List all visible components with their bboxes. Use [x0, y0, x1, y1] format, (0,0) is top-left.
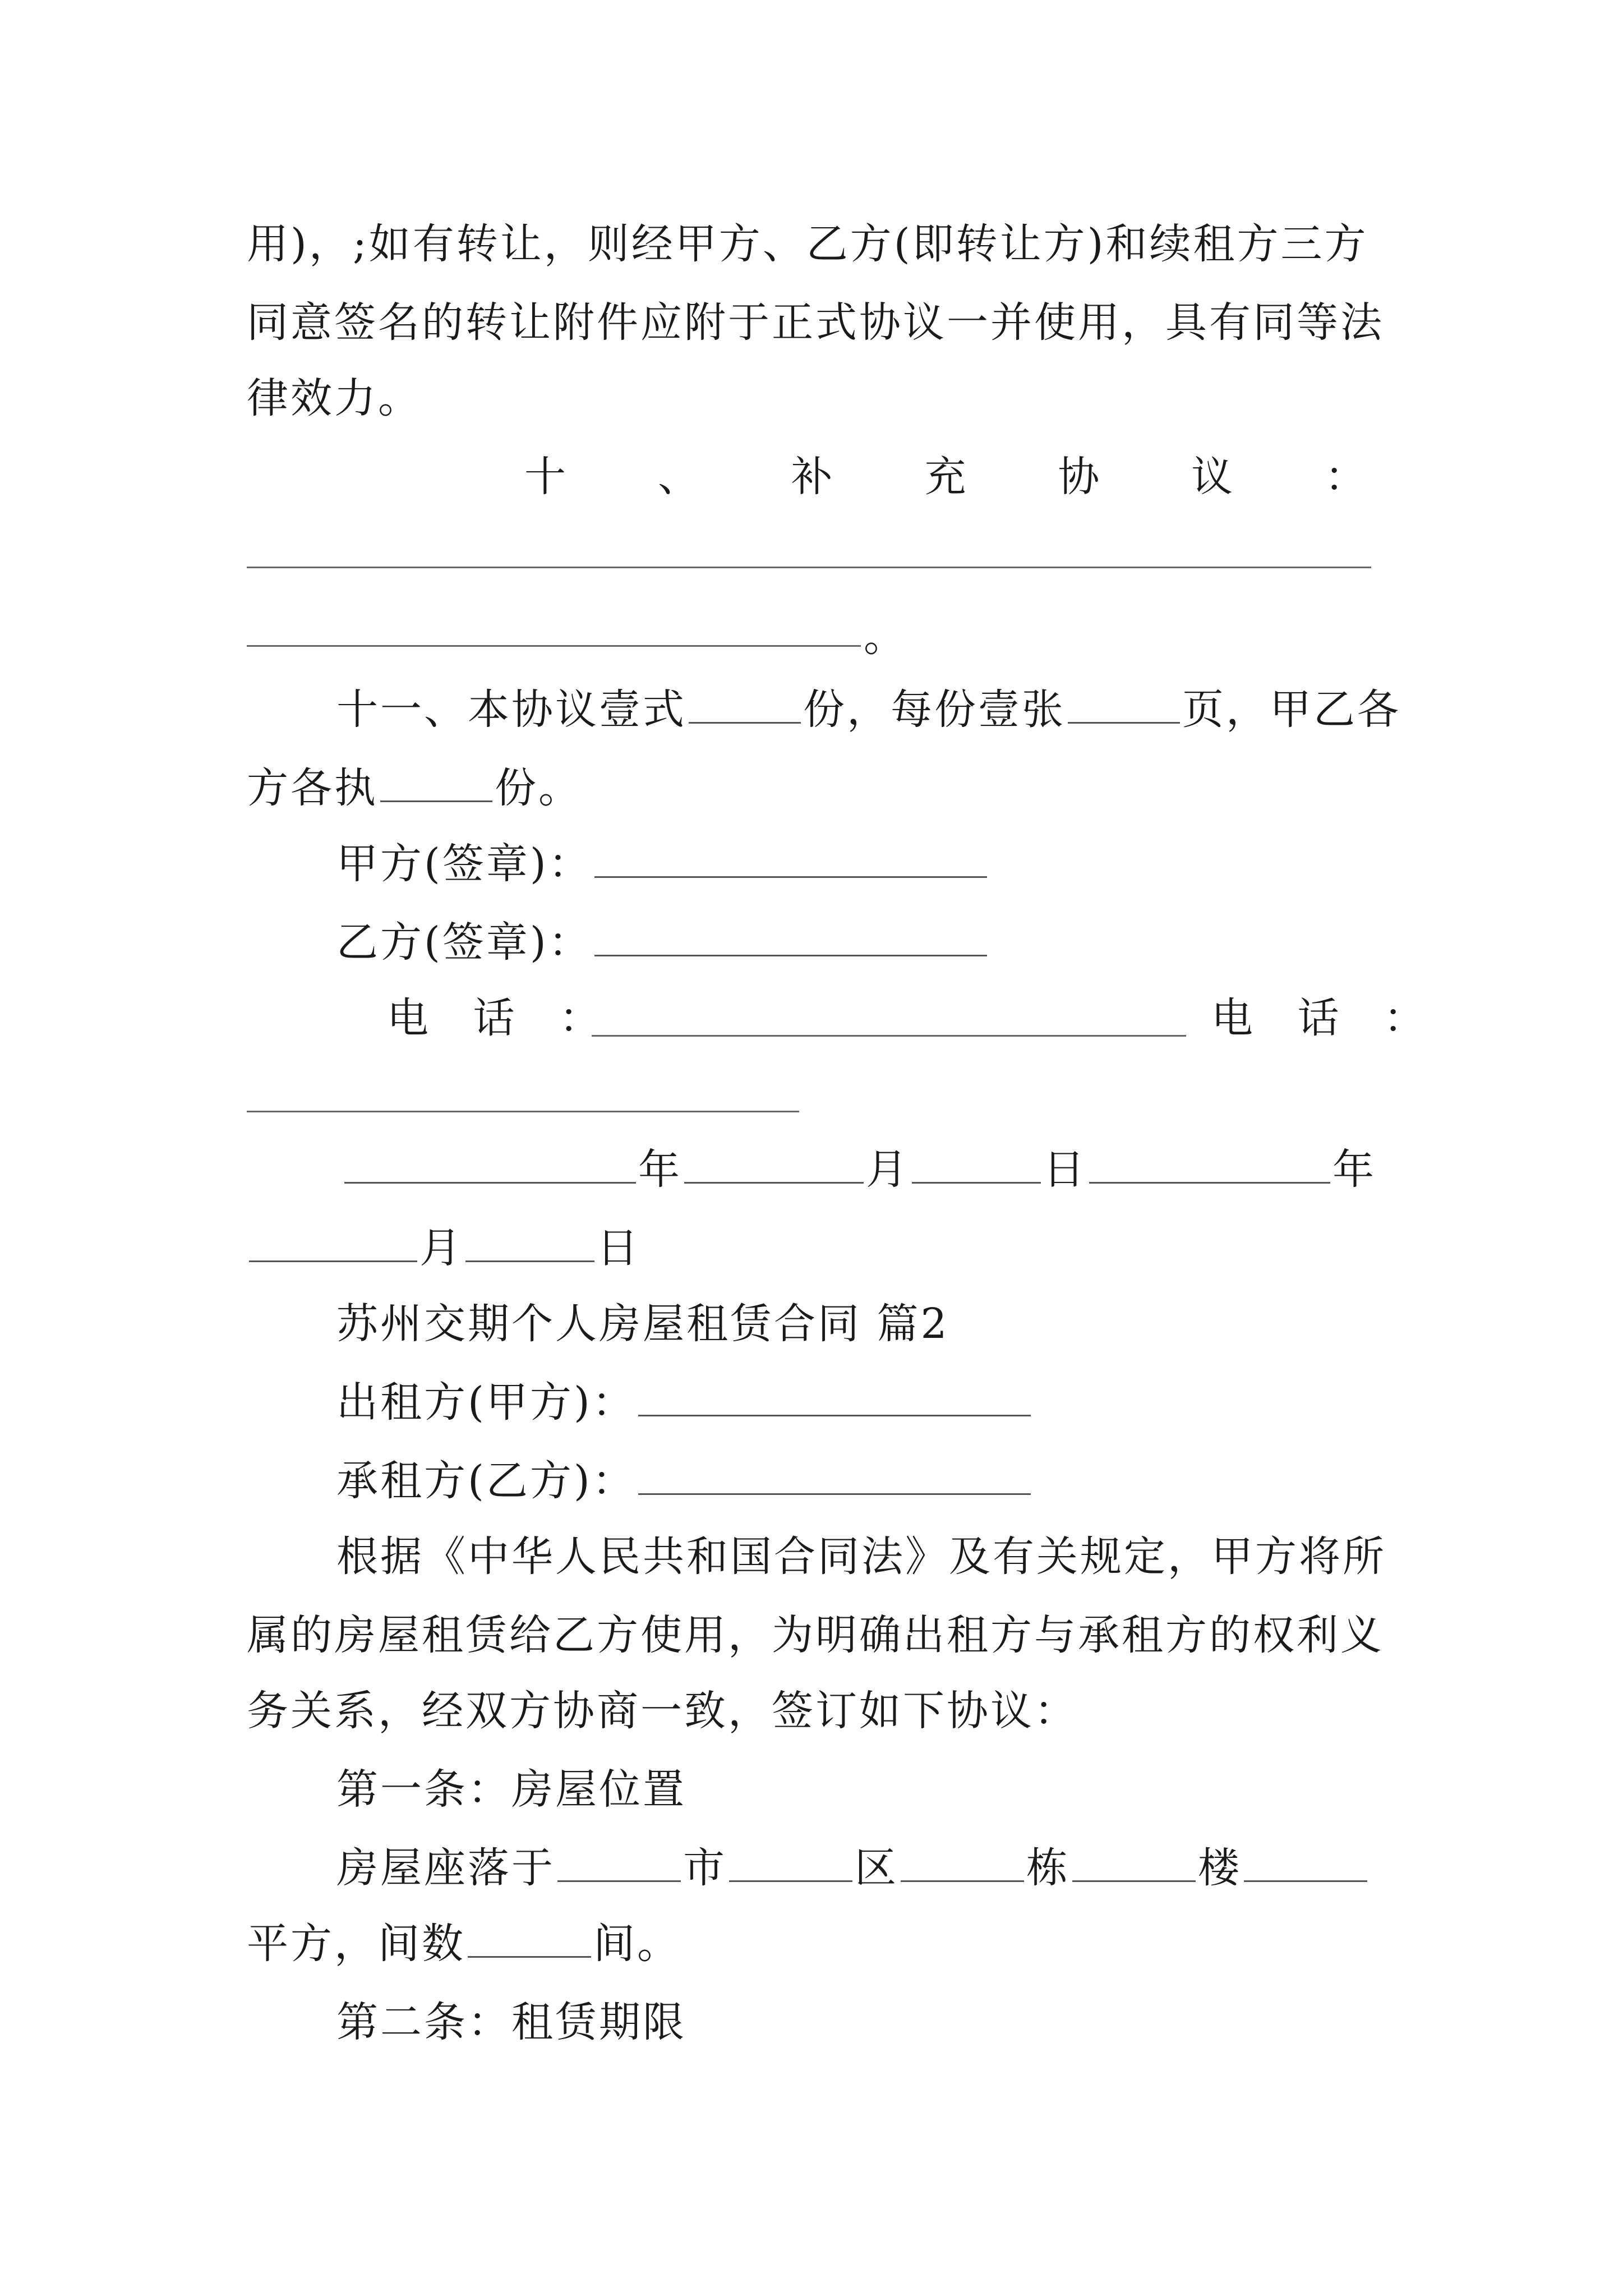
paragraph-line: 同意签名的转让附件应附于正式协议一并使用，具有同等法 [247, 298, 1384, 347]
blank-field [729, 1846, 852, 1882]
phone-blank-line [592, 1035, 1186, 1037]
date-year: 年 [1332, 1145, 1376, 1194]
copies-text: 方各执 [247, 764, 378, 812]
copies-text: 十一、本协议壹式 [336, 685, 686, 734]
lessee-label: 承租方(乙方)： [336, 1457, 636, 1505]
date-day: 日 [597, 1224, 640, 1272]
blank-field [468, 1921, 591, 1958]
heading-char: 充 [924, 453, 969, 501]
blank-field [344, 1147, 636, 1184]
lessor-line [336, 1374, 1385, 1430]
date-day: 日 [1043, 1145, 1087, 1194]
blank-field [465, 1226, 594, 1262]
area-text: 平方，间数 [247, 1920, 465, 1968]
heading-char: 、 [657, 453, 702, 501]
party-b-label: 乙方(签章)： [336, 918, 592, 967]
blank-field [380, 766, 492, 802]
copies-text: 页，甲乙各 [1182, 685, 1401, 734]
supplement-blank-line [247, 645, 861, 647]
party-b-sign-line [336, 914, 1385, 970]
lessee-line [336, 1453, 1385, 1509]
phone-label: 电 话 ： [1211, 994, 1441, 1042]
location-district: 区 [855, 1844, 898, 1892]
article-1-title: 第一条：房屋位置 [336, 1765, 686, 1814]
lessor-label: 出租方(甲方)： [336, 1378, 636, 1427]
date-line [342, 1142, 1385, 1198]
copies-text: 份。 [495, 764, 582, 812]
paragraph-line: 根据《中华人民共和国合同法》及有关规定，甲方将所 [336, 1533, 1386, 1581]
paragraph-line: 律效力。 [247, 374, 422, 422]
copies-line [336, 682, 1401, 738]
blank-field [1072, 1846, 1196, 1882]
heading-char: 协 [1058, 453, 1102, 501]
supplement-heading [524, 449, 1368, 505]
date-year: 年 [638, 1145, 682, 1194]
blank-field [557, 1846, 681, 1882]
blank-field [594, 841, 987, 878]
location-building: 栋 [1026, 1844, 1070, 1892]
location-floor: 楼 [1198, 1844, 1242, 1892]
date-line [247, 1220, 1385, 1276]
heading-char: 十 [524, 453, 568, 501]
blank-field [1089, 1147, 1330, 1184]
copies-text: 份，每份壹张 [803, 685, 1066, 734]
paragraph-line: 务关系，经双方协商一致，签订如下协议： [247, 1687, 1078, 1735]
heading-char: 议 [1191, 453, 1235, 501]
paragraph-line: 用)，;如有转让，则经甲方、乙方(即转让方)和续租方三方 [247, 220, 1368, 268]
location-text: 房屋座落于 [336, 1844, 555, 1892]
location-line [336, 1840, 1385, 1896]
date-month: 月 [419, 1224, 463, 1272]
article-2-title: 第二条：租赁期限 [336, 1998, 686, 2046]
blank-field [901, 1846, 1024, 1882]
party-a-label: 甲方(签章)： [336, 840, 592, 888]
blank-field [638, 1458, 1031, 1495]
heading-char: ： [1324, 453, 1368, 501]
blank-field [594, 920, 987, 956]
blank-field [249, 1226, 417, 1262]
blank-field [638, 1380, 1031, 1416]
paragraph-line: 属的房屋租赁给乙方使用，为明确出租方与承租方的权利义 [247, 1611, 1384, 1659]
area-text: 间。 [593, 1920, 681, 1968]
blank-field [912, 1147, 1041, 1184]
supplement-end: 。 [864, 613, 907, 661]
location-city: 市 [683, 1844, 727, 1892]
blank-field [1068, 687, 1180, 724]
phone-blank-line [247, 1111, 799, 1112]
blank-field [689, 687, 801, 724]
supplement-blank-line [247, 567, 1371, 568]
section-title: 苏州交期个人房屋租赁合同 篇2 [336, 1300, 949, 1348]
heading-char: 补 [791, 453, 835, 501]
copies-line [247, 760, 1385, 816]
blank-field [684, 1147, 864, 1184]
area-line [247, 1916, 1385, 1972]
party-a-sign-line [336, 836, 1385, 892]
date-month: 月 [866, 1145, 910, 1194]
phone-label: 电 话 ： [387, 994, 617, 1042]
blank-field [1244, 1846, 1367, 1882]
